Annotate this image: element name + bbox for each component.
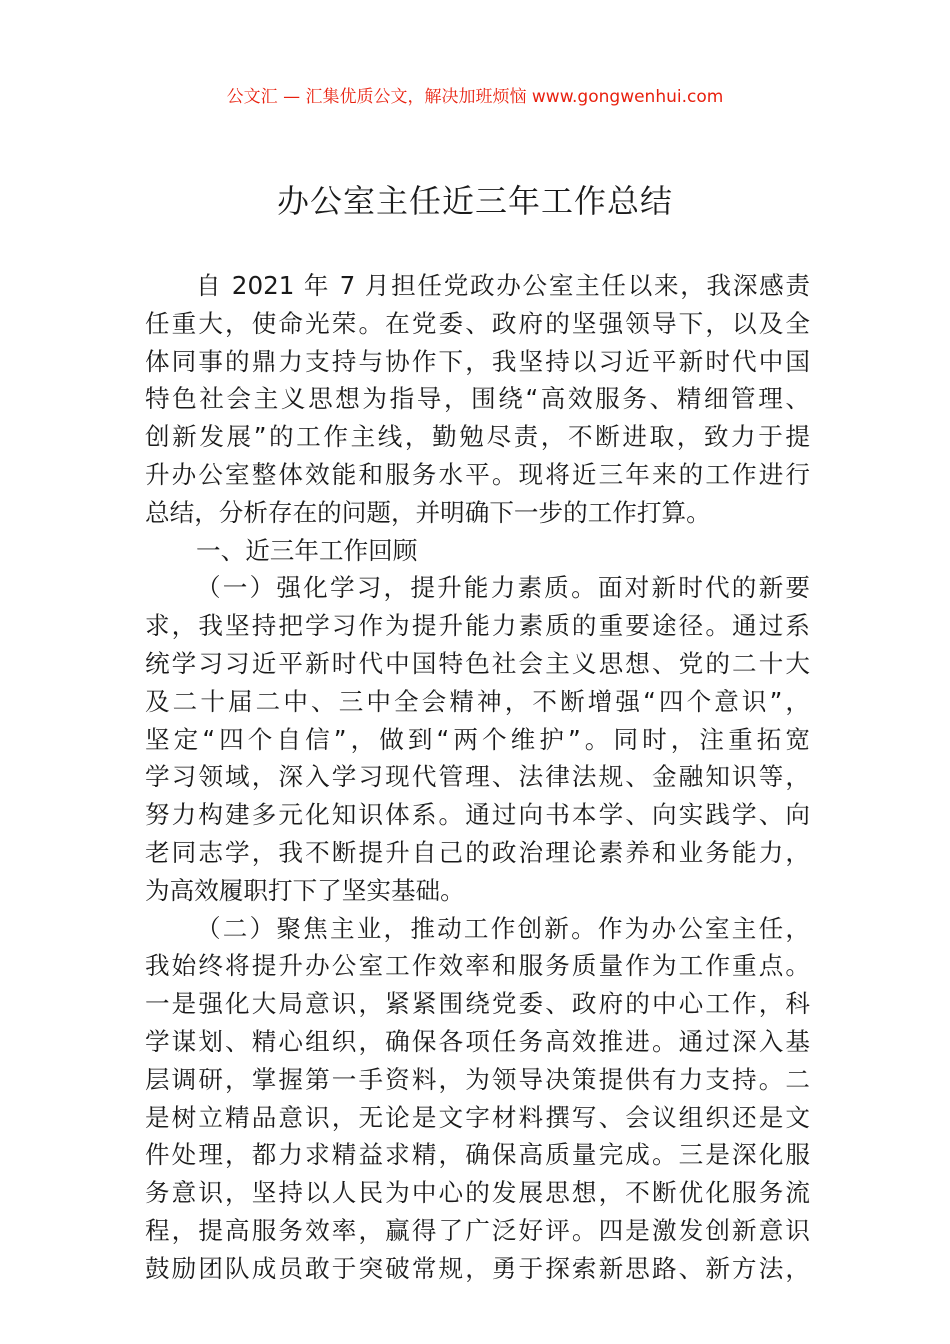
paragraph-line: 为高效履职打下了坚实基础。 (145, 875, 465, 905)
paragraph-line: 任重大，使命光荣。在党委、政府的坚强领导下，以及全 (145, 308, 810, 338)
document-body (145, 267, 810, 1288)
paragraph-line: 创新发展”的工作主线，勤勉尽责，不断进取，致力于提 (145, 422, 810, 452)
paragraph-line: 是树立精品意识，无论是文字材料撰写、会议组织还是文 (145, 1102, 810, 1132)
section-heading: 一、近三年工作回顾 (196, 535, 418, 565)
paragraph-line: 自 2021 年 7 月担任党政办公室主任以来，我深感责 (196, 271, 810, 300)
paragraph-line: 学习领域，深入学习现代管理、法律法规、金融知识等， (145, 762, 810, 792)
paragraph-line: 总结，分析存在的问题，并明确下一步的工作打算。 (145, 497, 711, 527)
paragraph-line: 层调研，掌握第一手资料，为领导决策提供有力支持。二 (145, 1064, 810, 1094)
paragraph-line: 我始终将提升办公室工作效率和服务质量作为工作重点。 (145, 951, 810, 981)
paragraph-line: 学谋划、精心组织，确保各项任务高效推进。通过深入基 (145, 1026, 810, 1056)
document-title: 办公室主任近三年工作总结 (276, 182, 673, 220)
site-banner: 公文汇 — 汇集优质公文，解决加班烦恼 www.gongwenhui.com (226, 87, 724, 107)
paragraph-line: 件处理，都力求精益求精，确保高质量完成。三是深化服 (145, 1140, 810, 1170)
paragraph-line: 鼓励团队成员敢于突破常规，勇于探索新思路、新方法， (145, 1253, 810, 1283)
paragraph-line: 特色社会主义思想为指导，围绕“高效服务、精细管理、 (145, 384, 810, 414)
paragraph-line: 坚定“四个自信”，做到“两个维护”。同时，注重拓宽 (145, 724, 810, 754)
paragraph-line: 升办公室整体效能和服务水平。现将近三年来的工作进行 (145, 459, 810, 489)
paragraph-line: 统学习习近平新时代中国特色社会主义思想、党的二十大 (145, 648, 810, 678)
paragraph-line: 努力构建多元化知识体系。通过向书本学、向实践学、向 (145, 800, 810, 830)
paragraph-line: 老同志学，我不断提升自己的政治理论素养和业务能力， (145, 837, 810, 867)
paragraph-line: 体同事的鼎力支持与协作下，我坚持以习近平新时代中国 (145, 346, 810, 376)
paragraph-line: 务意识，坚持以人民为中心的发展思想，不断优化服务流 (145, 1178, 810, 1208)
paragraph-line: 求，我坚持把学习作为提升能力素质的重要途径。通过系 (145, 611, 810, 641)
paragraph-line: （一）强化学习，提升能力素质。面对新时代的新要 (196, 573, 810, 603)
paragraph-line: （二）聚焦主业，推动工作创新。作为办公室主任， (196, 913, 810, 943)
paragraph-line: 一是强化大局意识，紧紧围绕党委、政府的中心工作，科 (145, 989, 810, 1019)
paragraph-line: 程，提高服务效率，赢得了广泛好评。四是激发创新意识 (145, 1215, 810, 1245)
paragraph-line: 及二十届二中、三中全会精神，不断增强“四个意识”， (145, 686, 810, 716)
